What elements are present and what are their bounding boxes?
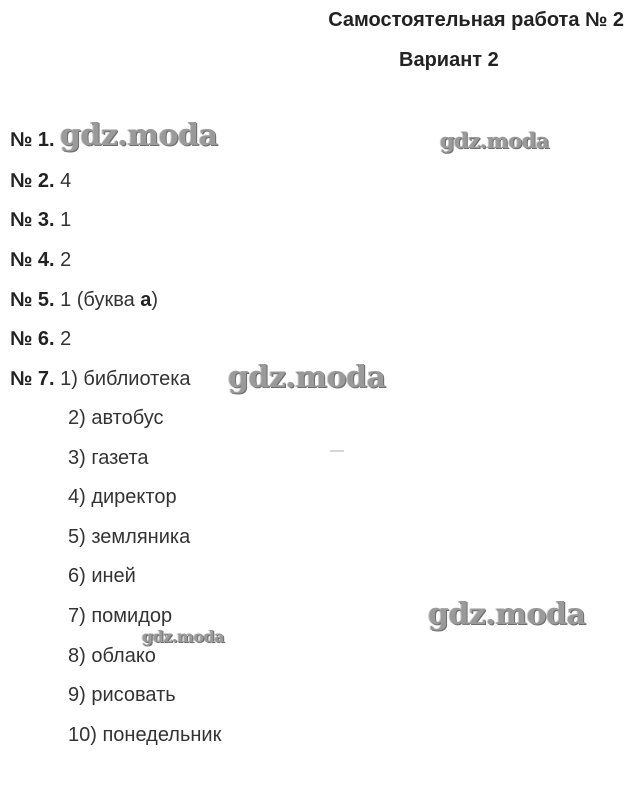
answer-row-5 (10, 288, 158, 312)
answer-value: 2 (60, 249, 72, 271)
scan-speck (330, 450, 344, 452)
answer-value: 2 (60, 328, 72, 350)
answer-value: 1 (60, 209, 72, 231)
answer-row-3 (10, 208, 71, 232)
answer-number: № 3. (10, 209, 55, 231)
list-item: 10) понедельник (68, 724, 222, 746)
answer-number: № 4. (10, 249, 55, 271)
answer-number: № 7. (10, 368, 55, 390)
answer-row-1 (10, 128, 55, 152)
list-item: 9) рисовать (68, 684, 176, 706)
page-title: Самостоятельная работа № 2 (328, 9, 624, 31)
watermark-logo: gdz.moda (142, 627, 225, 646)
watermark-logo: gdz.moda (428, 597, 586, 632)
answer-bold-letter: а (140, 289, 152, 311)
answer-number: № 5. (10, 289, 55, 311)
variant-heading: Вариант 2 (399, 49, 499, 71)
list-item: 6) иней (68, 565, 136, 587)
list-item: 7) помидор (68, 605, 173, 627)
watermark-logo: gdz.moda (440, 128, 550, 153)
answer-number: № 1. (10, 129, 55, 151)
list-item: 5) земляника (68, 526, 191, 548)
answer-value: 4 (60, 170, 72, 192)
answer-value-end: ) (151, 289, 159, 311)
answer-row-7 (10, 367, 191, 391)
answer-row-4 (10, 248, 71, 272)
list-item: 3) газета (68, 447, 149, 469)
answer-number: № 6. (10, 328, 55, 350)
answer-row-2 (10, 169, 71, 193)
watermark-logo: gdz.moda (60, 118, 218, 153)
answer-row-6 (10, 327, 71, 351)
list-item: 4) директор (68, 486, 177, 508)
list-item: 2) автобус (68, 407, 164, 429)
answer-value: 1) библиотека (60, 368, 191, 390)
answer-number: № 2. (10, 170, 55, 192)
answer-value: 1 (буква (60, 289, 141, 311)
list-item: 8) облако (68, 645, 156, 667)
watermark-logo: gdz.moda (228, 360, 386, 395)
